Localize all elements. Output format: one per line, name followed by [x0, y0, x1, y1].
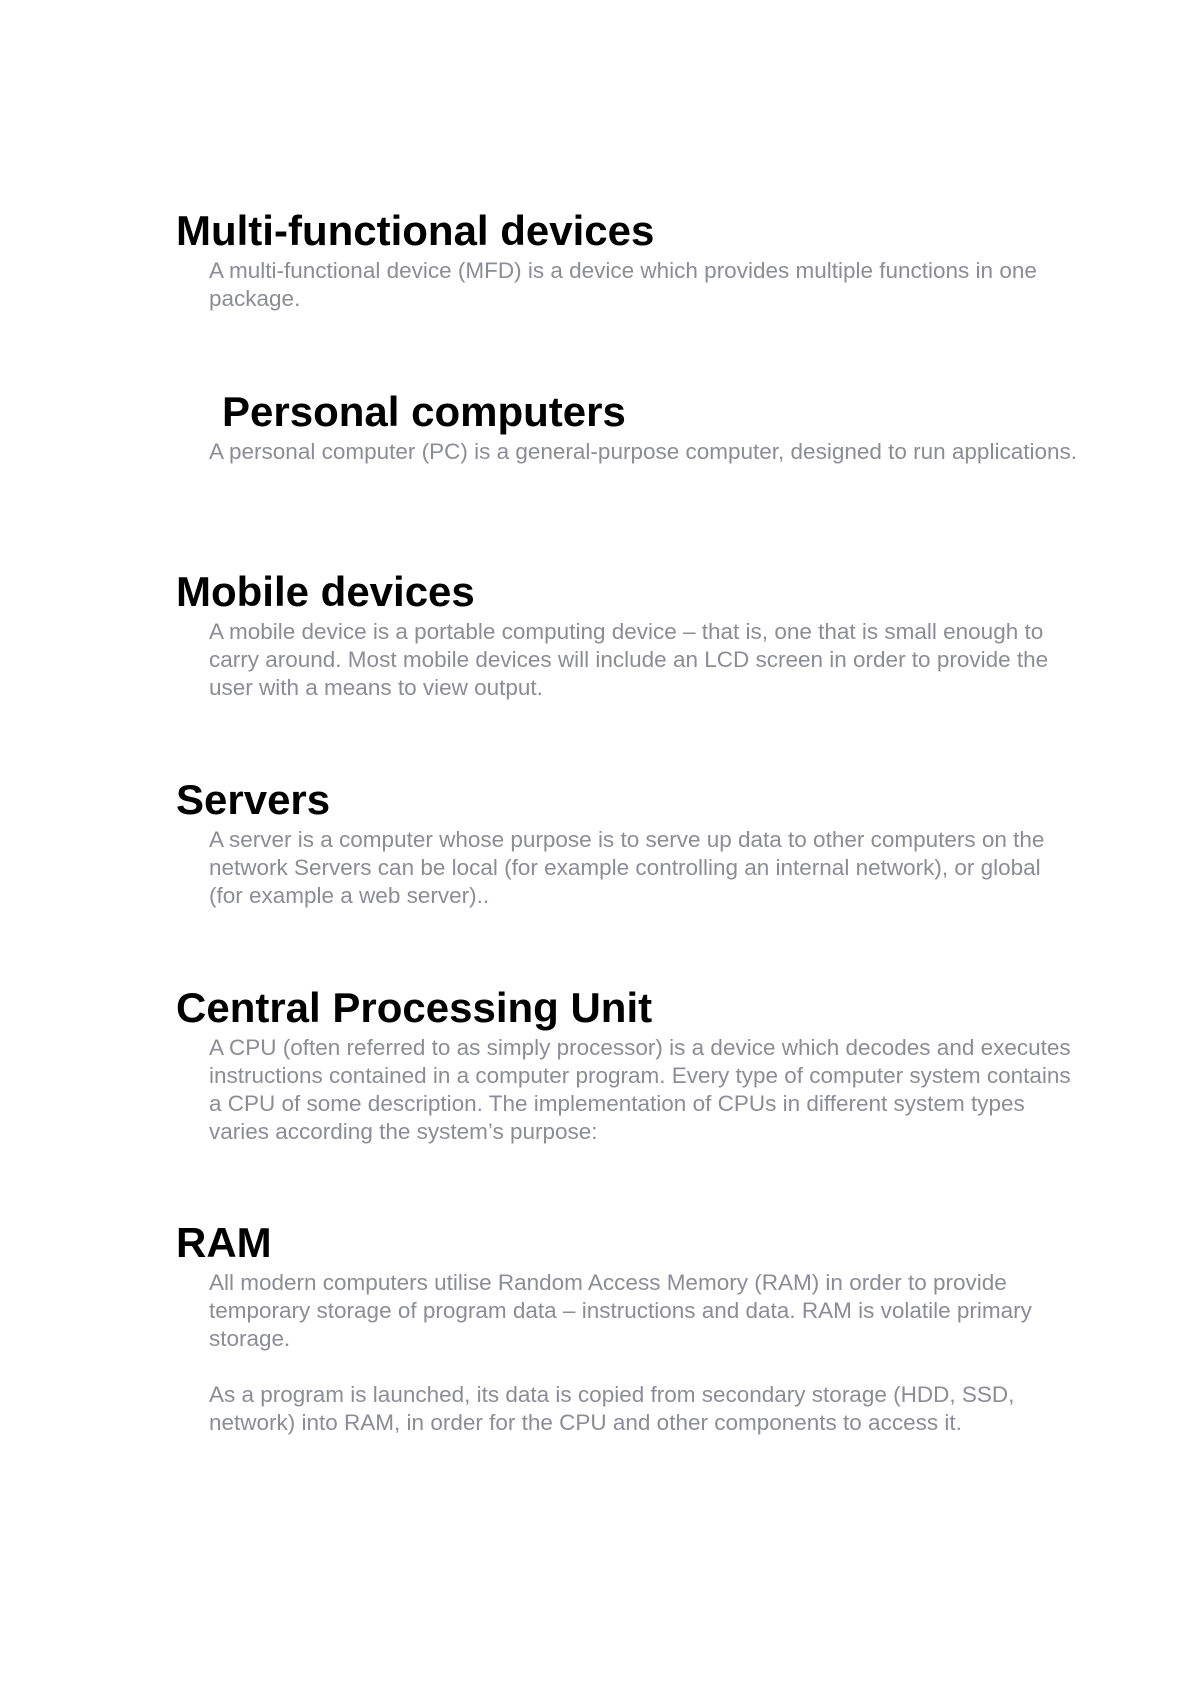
section-paragraph: A server is a computer whose purpose is to serve up data to other computers on the network Servers can be local (for example controlling an internal network), or global (for example a web server).. — [209, 827, 1045, 908]
section-paragraph: A personal computer (PC) is a general-purpose computer, designed to run applications. — [209, 439, 1077, 464]
section-ram — [176, 1217, 1076, 1437]
section-multi-functional-devices — [176, 205, 1076, 313]
section-heading: Servers — [176, 776, 331, 823]
section-personal-computers — [176, 386, 1076, 466]
section-paragraph: A CPU (often referred to as simply processor) is a device which decodes and executes instructions contained in a computer program. Every type of computer system contains a CPU of some description. The implementation of CPUs in different system types varies according the system’s purpose: — [209, 1035, 1071, 1144]
section-mobile-devices — [176, 566, 1076, 702]
section-paragraph: A mobile device is a portable computing device – that is, one that is small enough to carry around. Most mobile devices will include an LCD screen in order to provide the user with a means to view output. — [209, 619, 1049, 700]
section-heading: Personal computers — [222, 388, 626, 435]
section-heading: Mobile devices — [176, 568, 475, 615]
section-paragraph: All modern computers utilise Random Access Memory (RAM) in order to provide temporary storage of program data – instructions and data. RAM is volatile primary storage. — [209, 1270, 1032, 1351]
section-heading: Central Processing Unit — [176, 984, 653, 1031]
section-central-processing-unit — [176, 982, 1076, 1146]
section-paragraph: As a program is launched, its data is copied from secondary storage (HDD, SSD, network) into RAM, in order for the CPU and other components to access it. — [209, 1382, 1015, 1435]
section-heading: RAM — [176, 1219, 272, 1266]
section-paragraph: A multi-functional device (MFD) is a device which provides multiple functions in one package. — [209, 258, 1037, 311]
section-heading: Multi-functional devices — [176, 207, 655, 254]
section-servers — [176, 774, 1076, 910]
